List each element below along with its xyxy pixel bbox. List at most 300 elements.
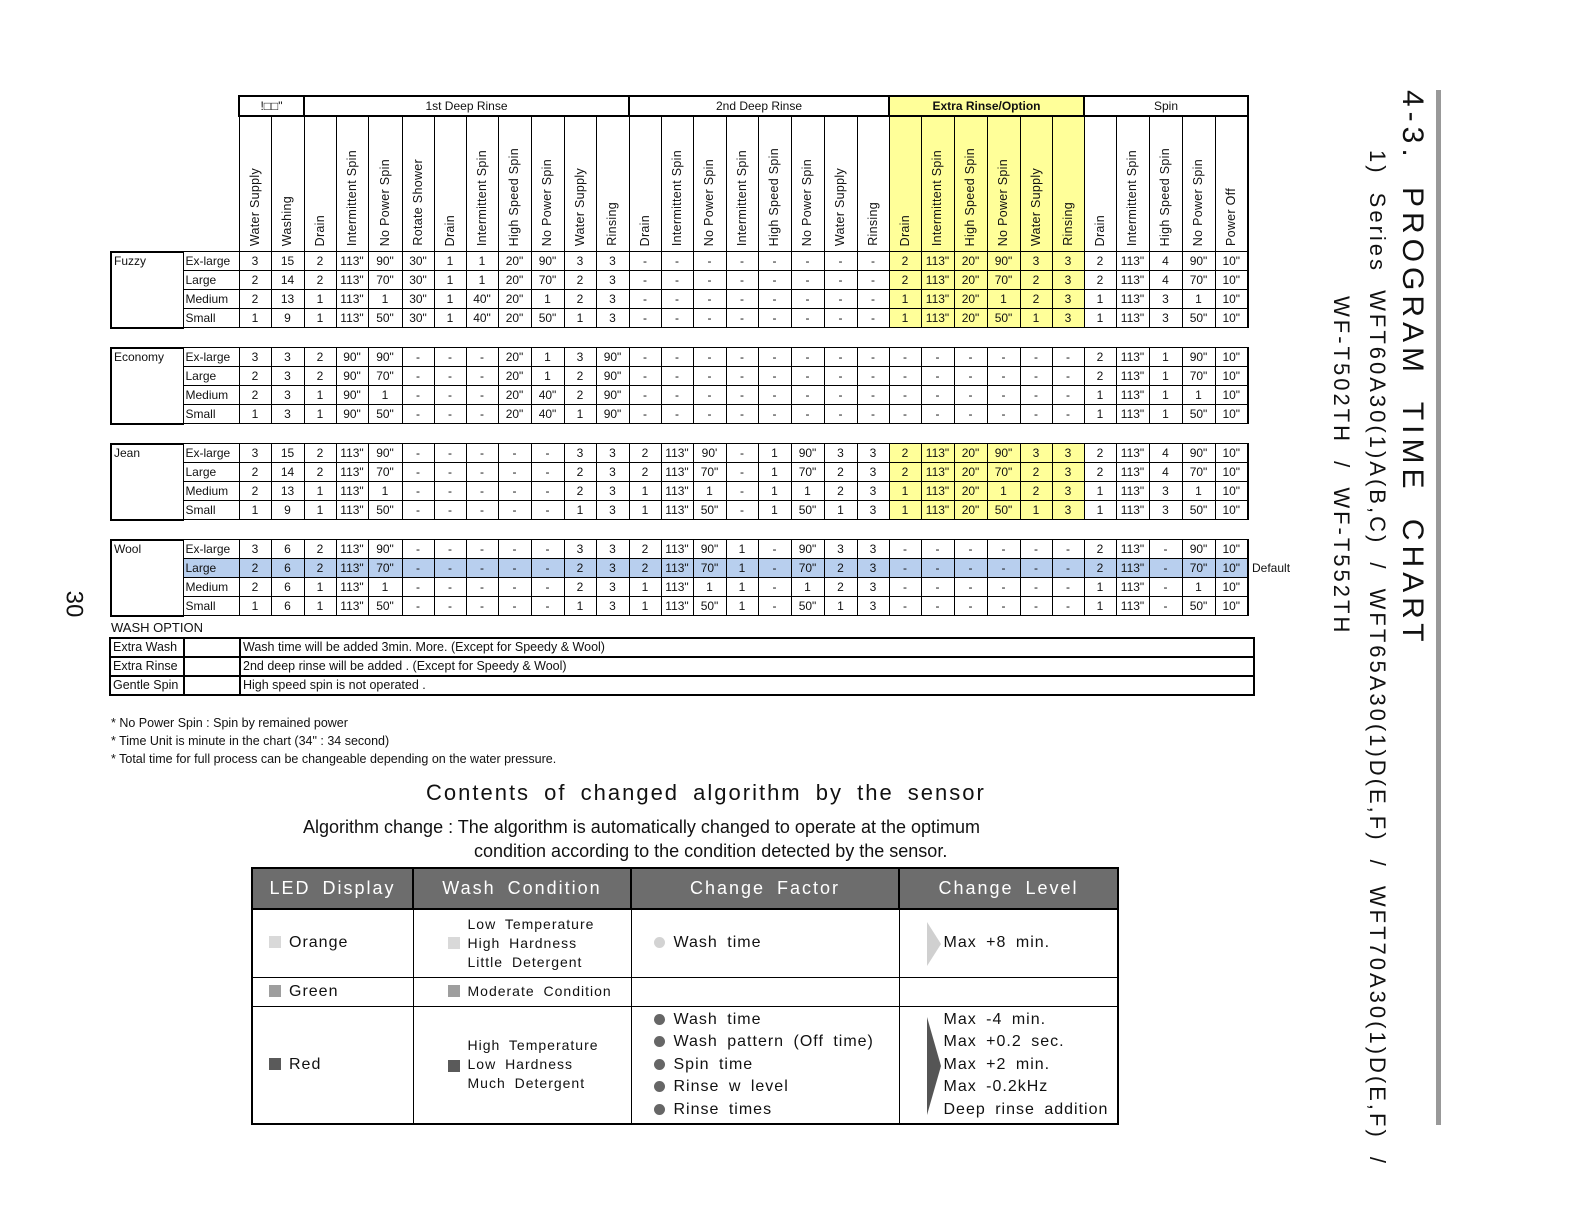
table-cell: 40"	[531, 386, 564, 405]
level: Max +2 min.	[943, 1055, 1051, 1073]
table-cell: 113"	[1116, 309, 1149, 328]
table-cell: -	[1052, 559, 1084, 578]
table-cell: -	[791, 309, 824, 328]
table-cell: 90"	[368, 348, 402, 367]
table-cell: 10"	[1215, 309, 1248, 328]
table-cell: -	[531, 578, 564, 597]
table-cell: 1	[1182, 482, 1215, 501]
table-cell: 113"	[1116, 501, 1149, 520]
table-cell: 1	[239, 501, 271, 520]
table-cell: -	[466, 444, 498, 463]
table-cell: 1	[434, 252, 466, 271]
green-square-icon	[448, 985, 460, 997]
table-cell: -	[726, 501, 758, 520]
table-cell: 6	[271, 540, 304, 559]
table-cell: 2	[304, 540, 336, 559]
table-cell: 2	[239, 367, 271, 386]
table-cell: 1	[889, 290, 921, 309]
load-size: Ex-large	[183, 540, 239, 559]
table-cell: 2	[1020, 463, 1052, 482]
table-cell: 10"	[1215, 386, 1248, 405]
table-cell: 3	[857, 540, 889, 559]
table-cell: -	[661, 271, 693, 290]
table-cell: 1	[1020, 309, 1052, 328]
table-cell: -	[498, 597, 531, 616]
group-header: !□□"	[239, 96, 304, 116]
table-cell: -	[758, 578, 791, 597]
table-cell: 113"	[661, 597, 693, 616]
table-cell: -	[693, 367, 726, 386]
table-cell: -	[726, 309, 758, 328]
table-cell: 70"	[693, 559, 726, 578]
table-cell: -	[726, 367, 758, 386]
table-cell: 3	[596, 578, 629, 597]
table-cell: -	[498, 559, 531, 578]
table-cell: -	[402, 559, 434, 578]
table-cell: 2	[564, 482, 596, 501]
table-cell: 90"	[1182, 252, 1215, 271]
table-cell: 3	[596, 309, 629, 328]
table-cell: 20"	[498, 348, 531, 367]
table-cell: 2	[889, 463, 921, 482]
table-cell: -	[1149, 597, 1182, 616]
table-cell: 2	[564, 367, 596, 386]
table-cell: 2	[304, 463, 336, 482]
table-cell: -	[434, 597, 466, 616]
table-cell: 20"	[498, 290, 531, 309]
table-cell: 1	[368, 482, 402, 501]
table-cell: -	[921, 386, 954, 405]
column-header: Rinsing	[857, 116, 889, 252]
table-cell: 1	[726, 578, 758, 597]
table-cell: 20"	[954, 290, 987, 309]
column-header: Drain	[629, 116, 661, 252]
table-row	[111, 271, 1293, 290]
table-cell: 4	[1149, 252, 1182, 271]
table-cell: -	[791, 405, 824, 424]
algorithm-description	[303, 815, 1063, 863]
load-size: Medium	[183, 578, 239, 597]
table-cell: 113"	[336, 463, 368, 482]
table-cell: 6	[271, 578, 304, 597]
table-cell: 3	[1149, 309, 1182, 328]
table-cell: 1	[1182, 290, 1215, 309]
table-cell: 1	[1182, 386, 1215, 405]
table-cell: -	[466, 405, 498, 424]
table-cell: 40"	[466, 290, 498, 309]
level: Max -0.2kHz	[943, 1078, 1049, 1095]
table-cell: 113"	[1116, 367, 1149, 386]
table-cell: 1	[1084, 290, 1116, 309]
table-cell: 70"	[791, 559, 824, 578]
table-cell: -	[857, 386, 889, 405]
table-cell: -	[402, 386, 434, 405]
table-cell: 2	[239, 290, 271, 309]
table-cell: -	[889, 405, 921, 424]
table-cell: 1	[629, 578, 661, 597]
table-cell: -	[889, 559, 921, 578]
table-cell: 10"	[1215, 444, 1248, 463]
table-cell: -	[629, 367, 661, 386]
table-cell: 20"	[498, 252, 531, 271]
table-cell: -	[921, 540, 954, 559]
table-cell: 50"	[368, 597, 402, 616]
table-cell: 1	[531, 290, 564, 309]
table-cell: 113"	[336, 444, 368, 463]
page-number: 30	[60, 590, 88, 618]
table-cell: 70"	[987, 463, 1020, 482]
column-header: Water Supply	[824, 116, 857, 252]
table-cell: -	[921, 405, 954, 424]
table-cell: -	[987, 597, 1020, 616]
table-cell: 2	[889, 252, 921, 271]
table-cell: -	[1149, 559, 1182, 578]
table-cell: 70"	[368, 463, 402, 482]
table-cell: -	[693, 386, 726, 405]
table-cell: -	[402, 501, 434, 520]
table-cell: 1	[531, 367, 564, 386]
table-cell: -	[889, 367, 921, 386]
table-cell: 3	[596, 252, 629, 271]
condition-line: Much Detergent	[467, 1075, 586, 1092]
table-cell: -	[726, 386, 758, 405]
table-cell: -	[661, 405, 693, 424]
table-cell: 2	[304, 348, 336, 367]
table-row	[111, 348, 1293, 367]
table-cell: 1	[368, 386, 402, 405]
table-cell: 113"	[1116, 386, 1149, 405]
table-cell: 1	[466, 252, 498, 271]
table-cell: 14	[271, 271, 304, 290]
table-cell: 50"	[987, 501, 1020, 520]
bullet-icon	[654, 937, 665, 948]
table-cell: -	[954, 540, 987, 559]
table-cell: 2	[239, 463, 271, 482]
table-cell: 2	[1084, 271, 1116, 290]
table-cell: 10"	[1215, 367, 1248, 386]
table-cell: -	[726, 271, 758, 290]
wash-option-row	[110, 657, 1254, 676]
table-cell: 113"	[336, 309, 368, 328]
row-red	[252, 1006, 1118, 1124]
factor: Wash time	[673, 1010, 762, 1028]
table-cell: 1	[987, 290, 1020, 309]
table-cell: 90"	[368, 444, 402, 463]
table-cell: 20"	[954, 482, 987, 501]
table-cell: -	[1020, 578, 1052, 597]
table-cell: 40"	[466, 309, 498, 328]
table-cell: -	[889, 597, 921, 616]
table-cell: -	[402, 463, 434, 482]
table-cell: -	[466, 501, 498, 520]
table-cell: 3	[564, 252, 596, 271]
table-cell: 90"	[1182, 444, 1215, 463]
table-cell: -	[791, 271, 824, 290]
table-cell: 3	[1052, 252, 1084, 271]
table-cell: 1	[304, 501, 336, 520]
table-cell: -	[466, 348, 498, 367]
table-cell: 50"	[791, 501, 824, 520]
wash-option-table	[109, 637, 1255, 696]
table-cell: 2	[1084, 367, 1116, 386]
table-cell: -	[791, 290, 824, 309]
table-cell: 90"	[1182, 348, 1215, 367]
table-cell: 3	[1052, 482, 1084, 501]
table-cell: 1	[693, 578, 726, 597]
column-header: High Speed Spin	[954, 116, 987, 252]
wash-option-title: WASH OPTION	[111, 620, 203, 635]
table-cell: 3	[239, 348, 271, 367]
table-cell: -	[693, 405, 726, 424]
table-cell: -	[434, 386, 466, 405]
table-cell: 3	[857, 597, 889, 616]
table-cell: 1	[1084, 309, 1116, 328]
table-cell: 70"	[1182, 559, 1215, 578]
note: * Total time for full process can be changeable depending on the water pressure.	[111, 752, 557, 766]
column-header: No Power Spin	[1182, 116, 1215, 252]
table-cell: -	[531, 444, 564, 463]
table-cell: 3	[271, 367, 304, 386]
table-cell: -	[1020, 540, 1052, 559]
table-cell: -	[466, 482, 498, 501]
table-cell: 113"	[1116, 482, 1149, 501]
table-cell: -	[726, 252, 758, 271]
load-size: Small	[183, 405, 239, 424]
table-cell: 50"	[1182, 501, 1215, 520]
table-cell: -	[434, 444, 466, 463]
table-cell: 50"	[987, 309, 1020, 328]
table-cell: -	[954, 578, 987, 597]
table-cell: 1	[434, 290, 466, 309]
table-cell: -	[402, 482, 434, 501]
table-cell: 3	[239, 540, 271, 559]
table-cell: 113"	[921, 501, 954, 520]
table-cell: 3	[239, 444, 271, 463]
table-cell: 50"	[693, 597, 726, 616]
table-cell: -	[498, 540, 531, 559]
table-cell: 2	[239, 386, 271, 405]
bullet-icon	[654, 1036, 665, 1047]
table-cell: 10"	[1215, 252, 1248, 271]
table-cell: 2	[824, 578, 857, 597]
table-cell: -	[629, 309, 661, 328]
table-cell: -	[824, 386, 857, 405]
table-cell: -	[857, 348, 889, 367]
table-cell: 10"	[1215, 482, 1248, 501]
table-cell: -	[954, 559, 987, 578]
table-cell: 113"	[1116, 463, 1149, 482]
table-cell: 3	[596, 444, 629, 463]
table-cell: 1	[1084, 482, 1116, 501]
table-cell: 3	[271, 386, 304, 405]
table-cell: -	[758, 271, 791, 290]
table-cell: 1	[564, 405, 596, 424]
table-cell: 50"	[1182, 405, 1215, 424]
table-cell: -	[498, 463, 531, 482]
table-cell: -	[954, 597, 987, 616]
arrow-right-icon	[927, 1017, 943, 1115]
table-cell: 113"	[661, 578, 693, 597]
table-cell: 1	[758, 444, 791, 463]
table-cell: 1	[1084, 501, 1116, 520]
table-cell: 113"	[1116, 559, 1149, 578]
table-cell: 70"	[693, 463, 726, 482]
table-cell: -	[402, 578, 434, 597]
table-cell: 20"	[954, 463, 987, 482]
table-cell: -	[434, 405, 466, 424]
column-header: Intermittent Spin	[726, 116, 758, 252]
level: Deep rinse addition	[943, 1100, 1109, 1118]
table-cell: 3	[596, 559, 629, 578]
table-cell: -	[434, 367, 466, 386]
table-cell: 10"	[1215, 578, 1248, 597]
footnotes	[111, 714, 556, 768]
table-cell: 3	[564, 348, 596, 367]
table-cell: 50"	[1182, 309, 1215, 328]
table-cell: -	[1020, 405, 1052, 424]
arrow-right-icon	[927, 922, 943, 966]
table-cell: -	[921, 597, 954, 616]
table-cell: 50"	[531, 309, 564, 328]
program-time-chart	[110, 95, 1293, 617]
note: * Time Unit is minute in the chart (34" : 34 second)	[111, 734, 390, 748]
table-cell: -	[954, 386, 987, 405]
table-cell: 2	[239, 578, 271, 597]
table-cell: -	[498, 578, 531, 597]
table-cell: 15	[271, 444, 304, 463]
wash-option-row	[110, 676, 1254, 695]
led-label: Green	[289, 982, 339, 1000]
factor: Spin time	[673, 1055, 754, 1073]
table-cell: 50"	[693, 501, 726, 520]
table-cell: -	[824, 309, 857, 328]
table-cell: 2	[564, 271, 596, 290]
table-cell: 1	[1149, 386, 1182, 405]
table-cell: 20"	[954, 271, 987, 290]
table-cell: -	[466, 540, 498, 559]
table-cell: 1	[758, 501, 791, 520]
table-cell: 3	[824, 540, 857, 559]
load-size: Large	[183, 463, 239, 482]
table-cell: -	[466, 386, 498, 405]
table-cell: -	[758, 309, 791, 328]
table-cell: -	[857, 290, 889, 309]
table-cell: 30"	[402, 290, 434, 309]
table-cell: -	[402, 597, 434, 616]
column-header: No Power Spin	[693, 116, 726, 252]
column-header: Intermittent Spin	[466, 116, 498, 252]
table-cell: -	[466, 367, 498, 386]
table-cell: -	[1052, 386, 1084, 405]
table-cell: -	[1052, 578, 1084, 597]
table-cell: 90"	[987, 444, 1020, 463]
table-cell: -	[791, 386, 824, 405]
table-cell: 1	[434, 271, 466, 290]
level: Max +8 min.	[943, 934, 1051, 952]
table-cell: 3	[1052, 309, 1084, 328]
table-cell: 4	[1149, 444, 1182, 463]
col-change-level: Change Level	[899, 868, 1118, 909]
col-led-display: LED Display	[252, 868, 413, 909]
table-cell: -	[693, 271, 726, 290]
table-cell: 3	[596, 463, 629, 482]
table-row	[111, 309, 1293, 328]
table-cell: 4	[1149, 271, 1182, 290]
table-cell: -	[629, 348, 661, 367]
table-cell: -	[857, 405, 889, 424]
column-header: Water Supply	[239, 116, 271, 252]
table-cell: 20"	[954, 501, 987, 520]
table-cell: 2	[304, 271, 336, 290]
table-cell: 113"	[1116, 405, 1149, 424]
column-header: Water Supply	[564, 116, 596, 252]
table-cell: 1	[1084, 386, 1116, 405]
table-cell: -	[1020, 367, 1052, 386]
option-desc: High speed spin is not operated .	[240, 676, 1254, 695]
table-cell: 70"	[1182, 271, 1215, 290]
table-cell: 113"	[1116, 444, 1149, 463]
table-cell: -	[661, 348, 693, 367]
table-cell: -	[434, 482, 466, 501]
table-cell: 3	[1020, 252, 1052, 271]
table-cell: 70"	[987, 271, 1020, 290]
load-size: Ex-large	[183, 252, 239, 271]
load-size: Ex-large	[183, 348, 239, 367]
load-size: Ex-large	[183, 444, 239, 463]
table-cell: 113"	[921, 309, 954, 328]
table-row	[111, 386, 1293, 405]
column-header: Intermittent Spin	[336, 116, 368, 252]
table-cell: 1	[1182, 578, 1215, 597]
table-cell: 10"	[1215, 559, 1248, 578]
table-cell: -	[531, 597, 564, 616]
table-cell: -	[987, 578, 1020, 597]
option-name: Extra Wash	[110, 638, 184, 657]
table-cell: -	[726, 463, 758, 482]
table-cell: 113"	[336, 540, 368, 559]
table-cell: 3	[271, 348, 304, 367]
table-cell: -	[661, 367, 693, 386]
factor: Wash pattern (Off time)	[673, 1033, 874, 1050]
table-cell: 50"	[791, 597, 824, 616]
table-cell: 3	[1052, 271, 1084, 290]
column-header: No Power Spin	[368, 116, 402, 252]
table-cell: 113"	[921, 271, 954, 290]
table-cell: 3	[596, 290, 629, 309]
table-cell: 2	[629, 540, 661, 559]
table-cell: 3	[1149, 482, 1182, 501]
table-cell: 113"	[336, 271, 368, 290]
column-header: High Speed Spin	[498, 116, 531, 252]
table-cell: -	[661, 309, 693, 328]
option-desc: Wash time will be added 3min. More. (Except for Speedy & Wool)	[240, 638, 1254, 657]
table-cell: 2	[239, 482, 271, 501]
table-cell: -	[758, 386, 791, 405]
table-cell: 2	[824, 559, 857, 578]
table-cell: -	[824, 271, 857, 290]
table-cell: 2	[889, 444, 921, 463]
table-cell: 20"	[498, 386, 531, 405]
table-cell: -	[531, 501, 564, 520]
table-cell: 2	[1020, 482, 1052, 501]
col-change-factor: Change Factor	[631, 868, 899, 909]
table-cell: 10"	[1215, 290, 1248, 309]
table-cell: 113"	[661, 559, 693, 578]
table-row	[111, 405, 1293, 424]
table-cell: 2	[629, 463, 661, 482]
column-header: No Power Spin	[531, 116, 564, 252]
table-cell: -	[693, 348, 726, 367]
